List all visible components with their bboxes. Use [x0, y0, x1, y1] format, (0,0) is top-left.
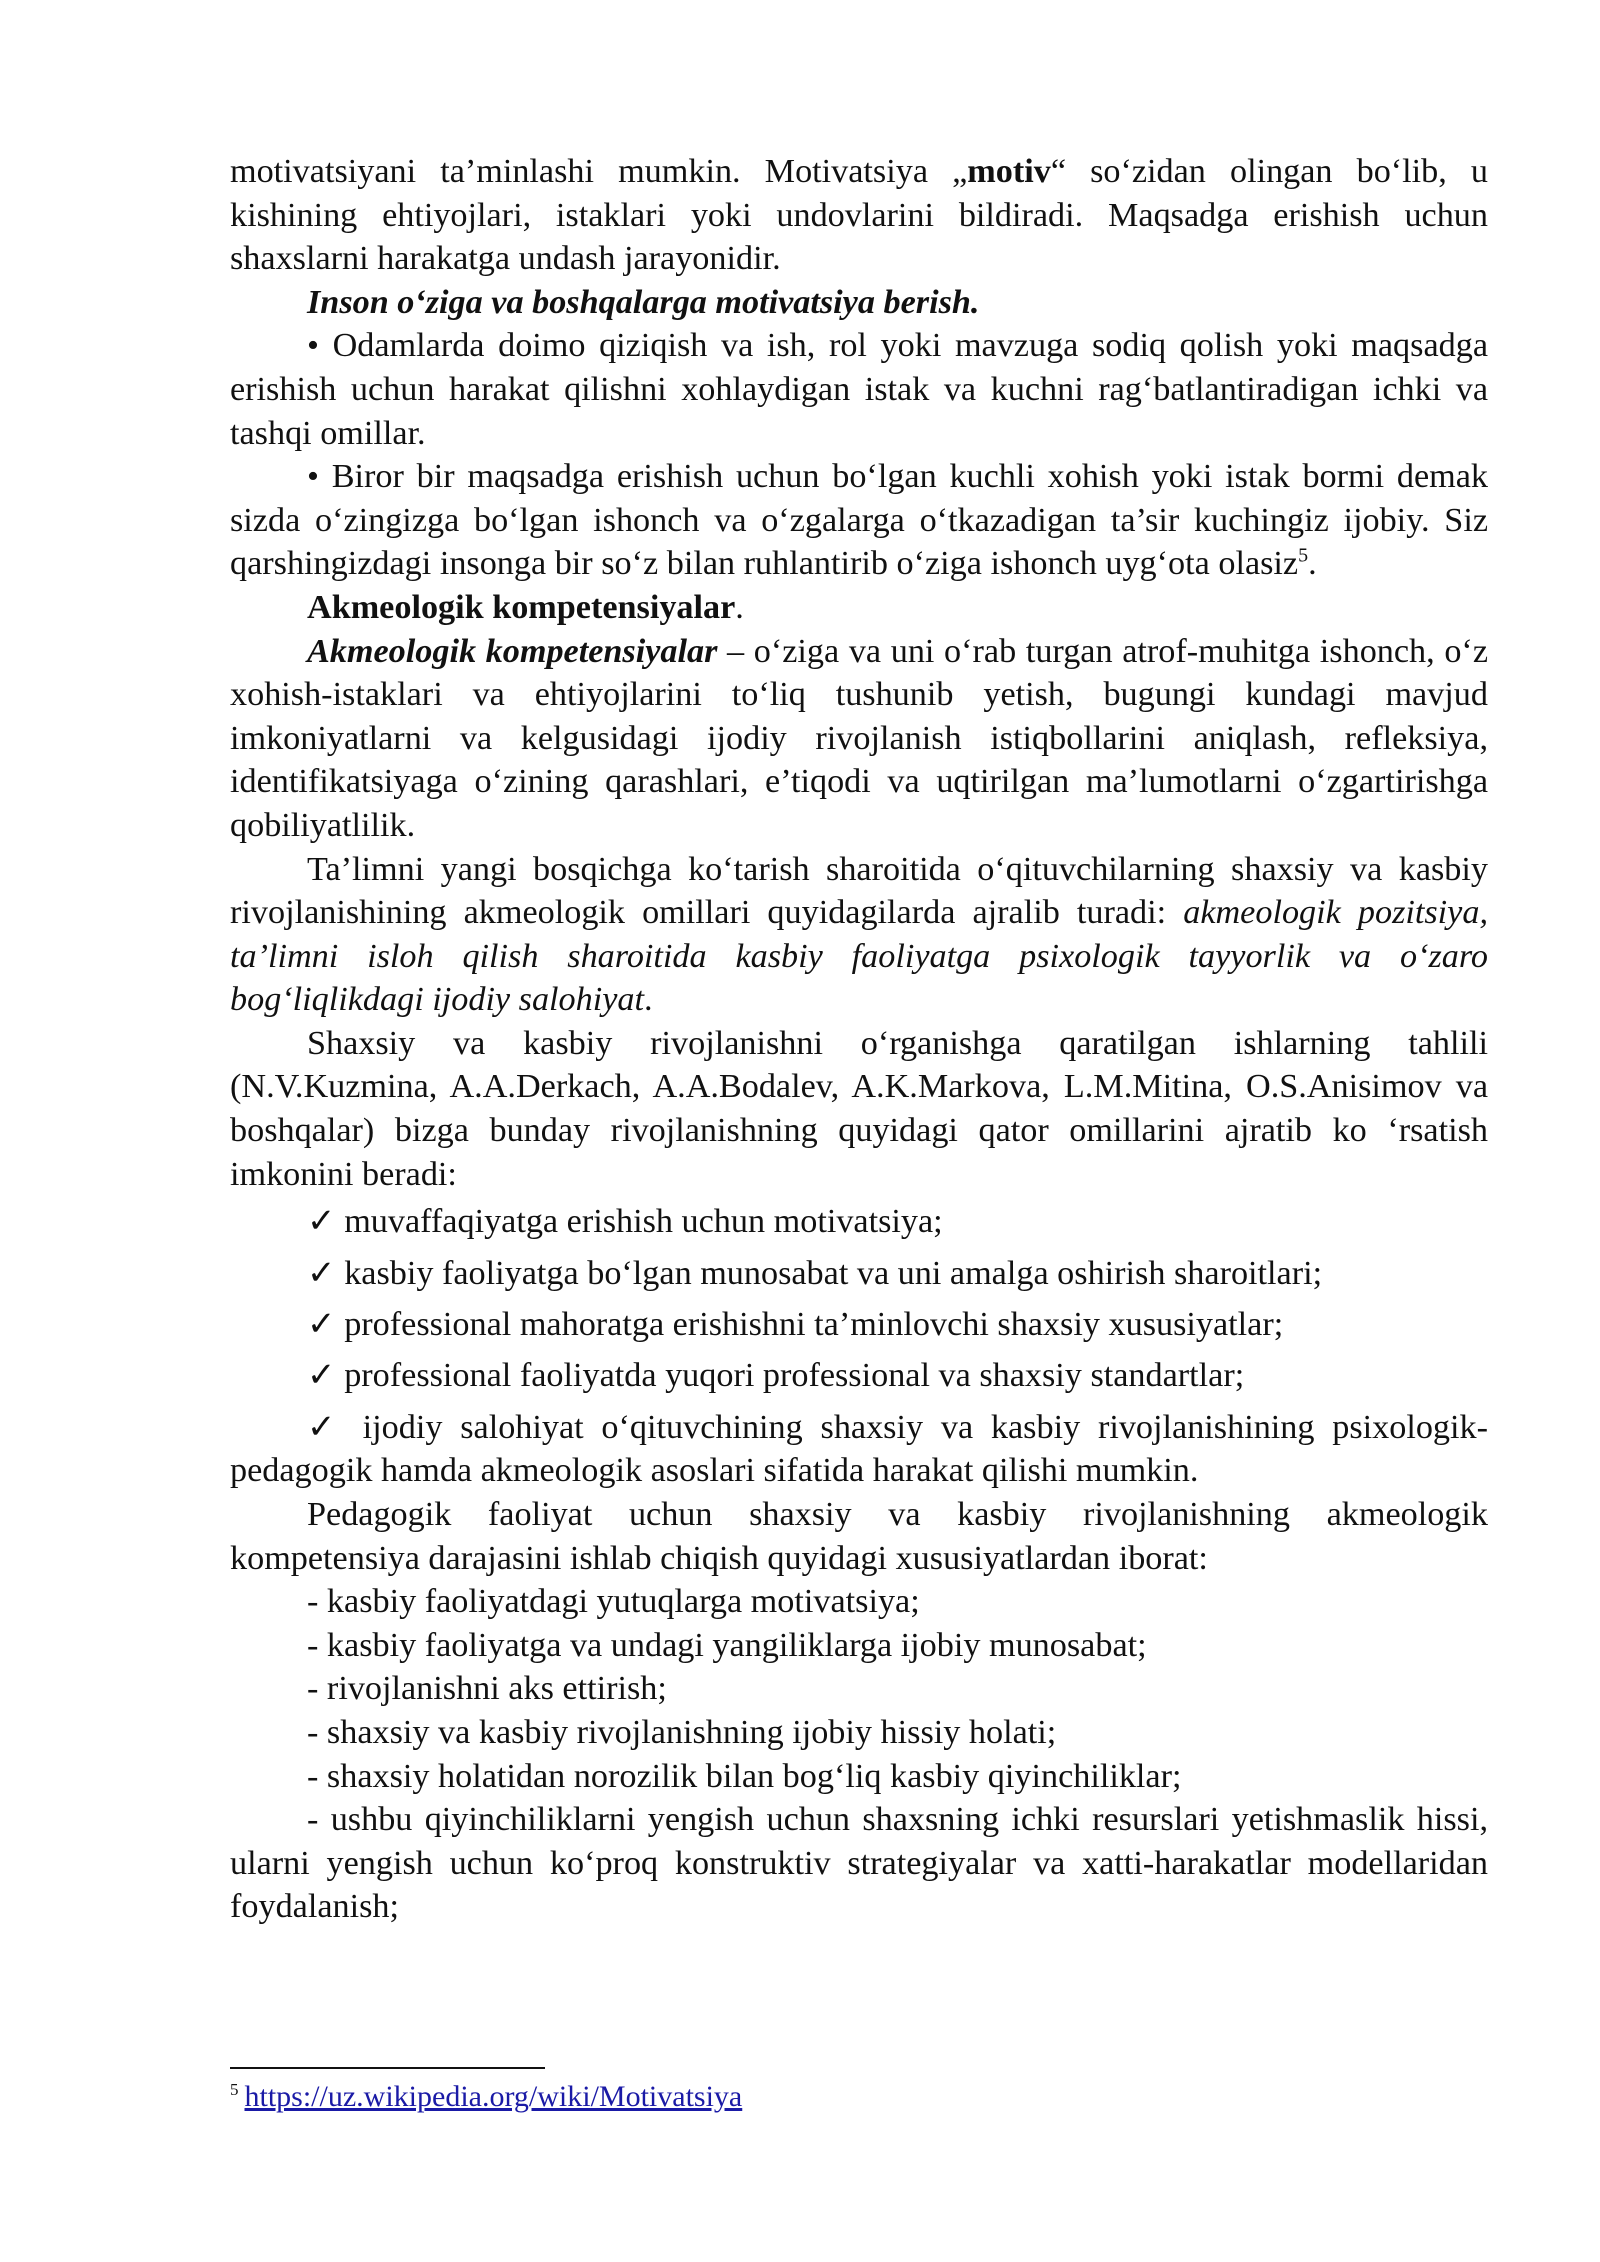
check-item-1: ✓ muvaffaqiyatga erishish uchun motivatsiya; — [307, 1203, 943, 1241]
check-item-2: ✓ kasbiy faoliyatga bo‘lgan munosabat va uni amalga oshirish sharoitlari; — [307, 1254, 1323, 1292]
paragraph-pedagogik: Pedagogik faoliyat uchun shaxsiy va kasbiy rivojlanishning akmeologik kompetensiya darajasini ishlab chiqish quyidagi xususiyatlardan iborat: — [230, 1496, 1488, 1577]
dash-item-3: - rivojlanishni aks ettirish; — [307, 1670, 667, 1708]
footnote-marker: 5 — [230, 2080, 239, 2099]
footnote-reference[interactable]: 5 — [1298, 544, 1309, 567]
paragraph-tahlil: Shaxsiy va kasbiy rivojlanishni o‘rganishga qaratilgan ishlarning tahlili (N.V.Kuzmina, A.A.Derkach, A.A.Bodalev, A.K.Markova, L.M.Mitina, O.S.Anisimov va boshqalar) bizga bunday rivojlanishning quyidagi qator omillarini ajratib ko ‘rsatish imkonini beradi: — [230, 1024, 1488, 1193]
footnote — [230, 2077, 1430, 2117]
footnote-link[interactable]: https://uz.wikipedia.org/wiki/Motivatsiya — [244, 2080, 743, 2113]
dash-item-1: - kasbiy faoliyatdagi yutuqlarga motivatsiya; — [307, 1583, 920, 1621]
document-body — [230, 150, 1488, 1929]
term-akmeologik: Akmeologik kompetensiyalar — [307, 632, 718, 670]
dash-item-4: - shaxsiy va kasbiy rivojlanishning ijobiy hissiy holati; — [307, 1714, 1057, 1752]
dash-item-2: - kasbiy faoliyatga va undagi yangiliklarga ijobiy munosabat; — [307, 1626, 1147, 1664]
heading-akmeologik: Akmeologik kompetensiyalar. — [307, 588, 744, 626]
check-item-5: ✓ ijodiy salohiyat o‘qituvchining shaxsiy va kasbiy rivojlanishining psixologik-pedagogik hamda akmeologik asoslari sifatida harakat qilishi mumkin. — [230, 1408, 1488, 1490]
check-item-3: ✓ professional mahoratga erishishni ta’minlovchi shaxsiy xususiyatlar; — [307, 1306, 1284, 1344]
paragraph-akmeologik-definition: Akmeologik kompetensiyalar – o‘ziga va uni o‘rab turgan atrof-muhitga ishonch, o‘z xohish-istaklari va ehtiyojlarini to‘liq tushunib yetish, bugungi kundagi mavjud imkoniyatlarni va kelgusidagi ijodiy rivojlanish istiqbollarini aniqlash, refleksiya, identifikatsiyaga o‘zining qarashlari, e’tiqodi va uqtirilgan ma’lumotlarni o‘zgartirishga qobiliyatlilik. — [230, 632, 1488, 844]
dash-item-6: - ushbu qiyinchiliklarni yengish uchun shaxsning ichki resurslari yetishmaslik hissi, ularni yengish uchun ko‘proq konstruktiv strategiyalar va xatti-harakatlar modellaridan foydalanish; — [230, 1801, 1488, 1926]
paragraph-motivation-definition: motivatsiyani ta’minlashi mumkin. Motivatsiya „motiv“ so‘zidan olingan bo‘lib, u kishining ehtiyojlari, istaklari yoki undovlarini bildiradi. Maqsadga erishish uchun shaxslarni harakatga undash jarayonidir. — [230, 153, 1488, 278]
dash-item-5: - shaxsiy holatidan norozilik bilan bog‘liq kasbiy qiyinchiliklar; — [307, 1757, 1182, 1795]
paragraph-talim: Ta’limni yangi bosqichga ko‘tarish sharoitida o‘qituvchilarning shaxsiy va kasbiy rivojlanishining akmeologik omillari quyidagilarda ajralib turadi: akmeologik pozitsiya, ta’limni isloh qilish sharoitida kasbiy faoliyatga psixologik tayyorlik va o‘zaro bog‘liqlikdagi ijodiy salohiyat. — [230, 850, 1488, 1019]
bullet-paragraph-1: • Odamlarda doimo qiziqish va ish, rol yoki mavzuga sodiq qolish yoki maqsadga erishish uchun harakat qilishni xohlaydigan istak va kuchni rag‘batlantiradigan ichki va tashqi omillar. — [230, 327, 1488, 452]
term-motiv: motiv — [967, 153, 1051, 190]
footnote-separator — [230, 2067, 545, 2069]
heading-motivation: Inson o‘ziga va boshqalarga motivatsiya berish. — [307, 283, 980, 321]
bullet-paragraph-2: • Biror bir maqsadga erishish uchun bo‘lgan kuchli xohish yoki istak bormi demak sizda o‘zingizga bo‘lgan ishonch va o‘zgalarga o‘tkazadigan ta’sir kuchingiz ijobiy. Siz qarshingizdagi insonga bir so‘z bilan ruhlantirib o‘ziga ishonch uyg‘ota olasiz$^5$. — [230, 458, 1488, 583]
check-item-4: ✓ professional faoliyatda yuqori professional va shaxsiy standartlar; — [307, 1357, 1245, 1395]
